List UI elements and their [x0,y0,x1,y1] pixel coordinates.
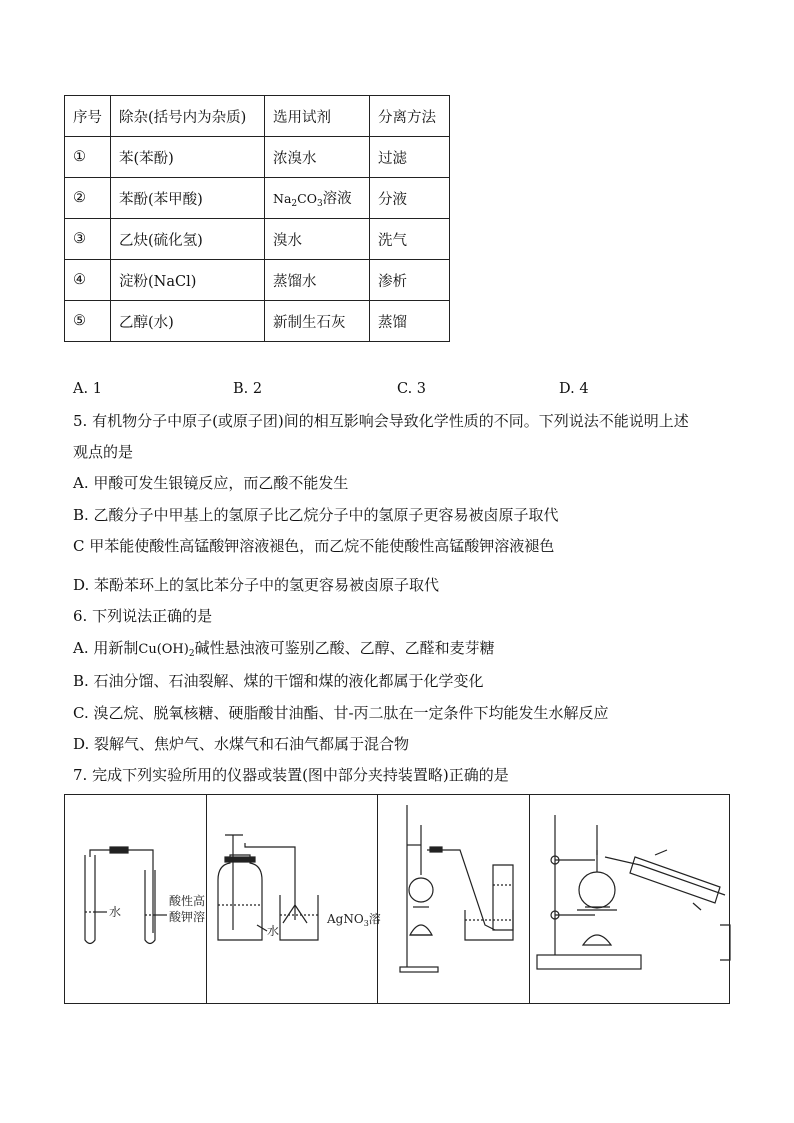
q5-stem-line1: 5. 有机物分子中原子(或原子团)间的相互影响会导致化学性质的不同。下列说法不能说明上述 [73,412,689,430]
apparatus-figure [64,794,730,1004]
row-method: 过滤 [370,137,450,178]
table-row [65,178,450,219]
q6-option-c[interactable]: C. 溴乙烷、脱氧核糖、硬脂酸甘油酯、甘-丙二肽在一定条件下均能发生水解反应 [73,704,609,722]
row-item: 苯酚(苯甲酸) [111,178,265,219]
row-method: 渗析 [370,260,450,301]
label-agno3: AgNO$_3$溶 [327,912,381,928]
q5-option-b[interactable]: B. 乙酸分子中甲基上的氢原子比乙烷分子中的氢原子更容易被卤原子取代 [73,506,559,524]
impurity-removal-table [64,95,450,342]
row-reagent: 新制生石灰 [265,301,370,342]
q5-option-a[interactable]: A. 甲酸可发生银镜反应，而乙酸不能发生 [73,474,349,492]
table-row [65,260,450,301]
q5-stem-line2: 观点的是 [73,443,134,461]
choice-b[interactable]: B. 2 [233,381,263,397]
test-tube-apparatus [85,847,167,944]
row-reagent: 浓溴水 [265,137,370,178]
distillation-apparatus [537,815,730,969]
row-number: ② [65,178,111,219]
choice-c[interactable]: C. 3 [397,381,427,397]
table-header-row [65,96,450,137]
q6-option-d[interactable]: D. 裂解气、焦炉气、水煤气和石油气都属于混合物 [73,735,410,753]
row-reagent: 蒸馏水 [265,260,370,301]
label-water-2: 水 [267,924,280,938]
choice-d[interactable]: D. 4 [559,381,589,397]
row-number: ⑤ [65,301,111,342]
q6-option-b[interactable]: B. 石油分馏、石油裂解、煤的干馏和煤的液化都属于化学变化 [73,672,484,690]
row-item: 淀粉(NaCl) [111,260,265,301]
header-cell: 选用试剂 [265,96,370,137]
row-number: ④ [65,260,111,301]
choice-a[interactable]: A. 1 [73,381,102,397]
label-kmno4-1: 酸性高 [169,894,206,908]
apparatus-drawings [65,795,731,1005]
row-reagent: 溴水 [265,219,370,260]
row-method: 洗气 [370,219,450,260]
label-kmno4-2: 酸钾溶 [169,910,206,924]
q5-option-d[interactable]: D. 苯酚苯环上的氢比苯分子中的氢更容易被卤原子取代 [73,576,440,594]
label-water-1: 水 [109,905,122,919]
header-cell: 序号 [65,96,111,137]
q6-option-a[interactable]: A. 用新制$Cu(OH)_2$碱性悬浊液可鉴别乙酸、乙醇、乙醛和麦芽糖 [73,639,495,659]
row-method: 蒸馏 [370,301,450,342]
q7-stem: 7. 完成下列实验所用的仪器或装置(图中部分夹持装置略)正确的是 [73,766,509,784]
q6-stem: 6. 下列说法正确的是 [73,607,213,625]
row-reagent: $Na_2CO_3$溶液 [265,178,370,219]
row-item: 乙醇(水) [111,301,265,342]
table-row [65,137,450,178]
q5-option-c[interactable]: C 甲苯能使酸性高锰酸钾溶液褪色，而乙烷不能使酸性高锰酸钾溶液褪色 [73,537,555,555]
q4-choices [73,381,693,401]
flask-burner-apparatus [400,805,513,972]
header-cell: 分离方法 [370,96,450,137]
row-item: 苯(苯酚) [111,137,265,178]
row-number: ① [65,137,111,178]
header-cell: 除杂(括号内为杂质) [111,96,265,137]
table-row [65,219,450,260]
row-item: 乙炔(硫化氢) [111,219,265,260]
row-number: ③ [65,219,111,260]
row-method: 分液 [370,178,450,219]
table-row [65,301,450,342]
